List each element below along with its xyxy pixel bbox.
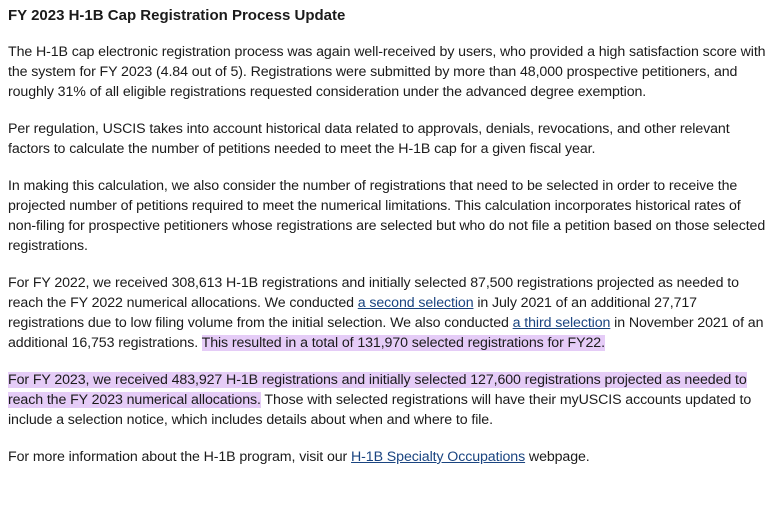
paragraph-regulation: Per regulation, USCIS takes into account historical data related to approvals, denials, revocations, and other relevant factors to calculate the number of petitions needed to meet the H-1B cap for a given fiscal year. [8,121,730,157]
fy2022-text-a: For FY 2022, we received 308,613 H-1B registrations and initially selected 87,500 registrations projected as needed to reach the FY 2022 numerical allocations. We conducted [8,275,739,311]
page-title: FY 2023 H-1B Cap Registration Process Update [8,7,346,24]
fy2022-text-c: in November 2021 of an additional 16,753 registrations. [8,315,764,351]
more-info-text-b: webpage. [525,449,590,465]
specialty-occupations-link[interactable]: H-1B Specialty Occupations [351,449,526,465]
paragraph-more-info [8,447,768,467]
more-info-text-a: For more information about the H-1B program, visit our [8,449,352,465]
paragraph-satisfaction: The H-1B cap electronic registration process was again well-received by users, who provided a high satisfaction score with the system for FY 2023 (4.84 out of 5). Registrations were submitted by more than 48,000 prospective petitioners, and roughly 31% of all eligible registrations requested consideration under the advanced degree exemption. [8,44,766,100]
fy2022-text-b: in July 2021 of an additional 27,717 registrations due to low filing volume from the initial selection. We also conducted [8,295,697,331]
paragraph-fy2023 [8,370,768,430]
fy2023-text-rest: Those with selected registrations will have their myUSCIS accounts updated to include a selection notice, which includes details about when and where to file. [8,392,752,428]
paragraph-fy2022 [8,273,768,353]
paragraph-calculation: In making this calculation, we also consider the number of registrations that need to be selected in order to receive the projected number of petitions required to meet the numerical limitations. This calculation incorporates historical rates of non-filing for prospective petitioners whose registrations are selected but who do not file a petition based on those selected registrations. [8,178,766,254]
second-selection-link[interactable]: a second selection [357,295,474,311]
fy2022-total-highlight: This resulted in a total of 131,970 selected registrations for FY22. [201,335,605,351]
fy2023-highlight: For FY 2023, we received 483,927 H-1B registrations and initially selected 127,600 registrations projected as needed to reach the FY 2023 numerical allocations. [8,372,747,408]
third-selection-link[interactable]: a third selection [512,315,611,331]
